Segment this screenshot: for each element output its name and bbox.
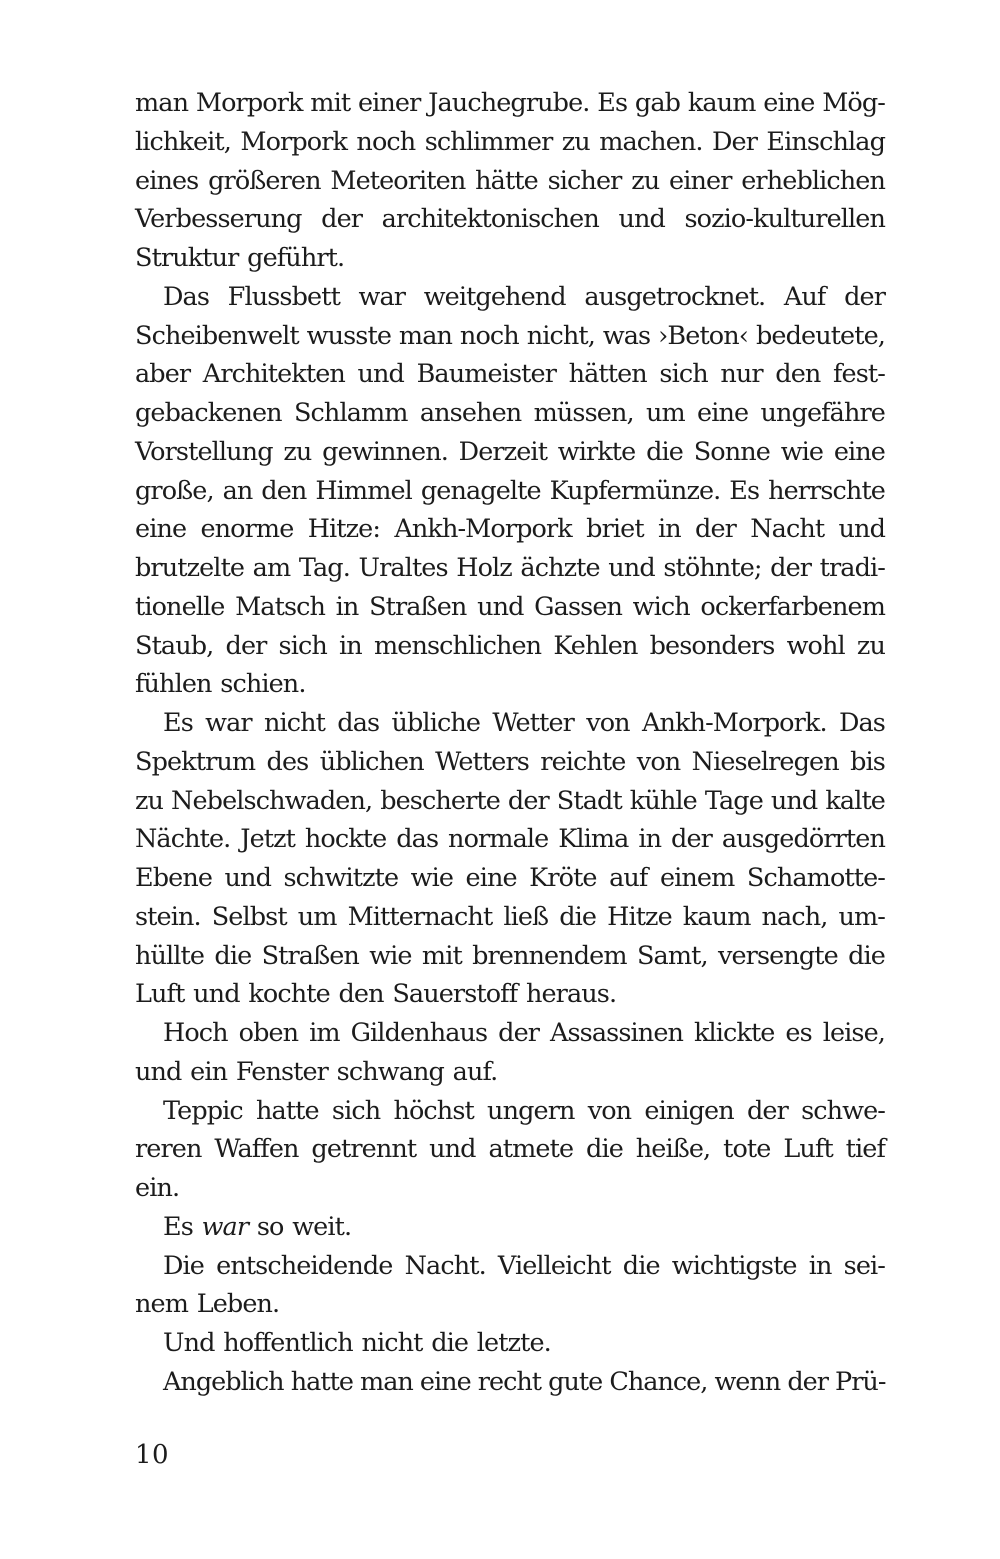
- text-line: Verbesserung der architektonischen und sozio-kulturellen: [135, 204, 885, 235]
- text-line: Scheibenwelt wusste man noch nicht, was ›Beton‹ bedeutete,: [135, 320, 885, 351]
- text-line: reren Waffen getrennt und atmete die heiße, tote Luft tief: [135, 1134, 885, 1165]
- text-line: Spektrum des üblichen Wetters reichte von Nieselregen bis: [135, 746, 885, 777]
- emphasized-word: war: [201, 1211, 249, 1242]
- text-line: stein. Selbst um Mitternacht ließ die Hitze kaum nach, um-: [135, 901, 885, 932]
- text-line: Struktur geführt.: [135, 243, 345, 273]
- text-line: tionelle Matsch in Straßen und Gassen wich ockerfarbenem: [135, 591, 885, 622]
- text-line: hüllte die Straßen wie mit brennendem Samt, versengte die: [135, 940, 885, 971]
- text-line: und ein Fenster schwang auf.: [135, 1056, 498, 1087]
- text-line: zu Nebelschwaden, bescherte der Stadt kühle Tage und kalte: [135, 785, 885, 816]
- text-line: man Morpork mit einer Jauchegrube. Es gab kaum eine Mög-: [135, 88, 885, 118]
- page-body: [135, 84, 885, 1402]
- page-number: 10: [135, 1440, 170, 1470]
- text-line: Es war nicht das übliche Wetter von Ankh-Morpork. Das: [163, 708, 885, 738]
- text-line: Und hoffentlich nicht die letzte.: [163, 1328, 551, 1358]
- text-line: Teppic hatte sich höchst ungern von einigen der schwe-: [163, 1095, 885, 1126]
- text-line: fühlen schien.: [135, 669, 306, 700]
- text-line: eine enorme Hitze: Ankh-Morpork briet in der Nacht und: [135, 514, 885, 545]
- text-line: Luft und kochte den Sauerstoff heraus.: [135, 979, 617, 1010]
- text-line: Nächte. Jetzt hockte das normale Klima in der ausgedörrten: [135, 824, 885, 855]
- text-line: Angeblich hatte man eine recht gute Chance, wenn der Prü-: [163, 1366, 886, 1397]
- text-line: Vorstellung zu gewinnen. Derzeit wirkte die Sonne wie eine: [135, 436, 885, 467]
- text-line: lichkeit, Morpork noch schlimmer zu machen. Der Einschlag: [135, 126, 885, 157]
- text-line: [135, 1208, 885, 1247]
- text-line: nem Leben.: [135, 1289, 280, 1320]
- text-fragment: so weit.: [256, 1211, 352, 1242]
- text-line: brutzelte am Tag. Uraltes Holz ächzte und stöhnte; der tradi-: [135, 553, 885, 583]
- text-line: Staub, der sich in menschlichen Kehlen besonders wohl zu: [135, 630, 885, 661]
- text-line: Die entscheidende Nacht. Vielleicht die wichtigste in sei-: [163, 1250, 885, 1281]
- text-fragment: Es: [163, 1211, 193, 1242]
- text-line: Das Flussbett war weitgehend ausgetrocknet. Auf der: [163, 281, 885, 312]
- text-line: Ebene und schwitzte wie eine Kröte auf einem Schamotte-: [135, 863, 885, 893]
- text-line: gebackenen Schlamm ansehen müssen, um eine ungefähre: [135, 398, 885, 428]
- text-line: große, an den Himmel genagelte Kupfermünze. Es herrschte: [135, 475, 885, 506]
- text-line: ein.: [135, 1173, 180, 1203]
- text-line: eines größeren Meteoriten hätte sicher zu einer erheblichen: [135, 165, 885, 196]
- text-line: aber Architekten und Baumeister hätten sich nur den fest-: [135, 359, 885, 390]
- text-line: Hoch oben im Gildenhaus der Assassinen klickte es leise,: [163, 1018, 885, 1048]
